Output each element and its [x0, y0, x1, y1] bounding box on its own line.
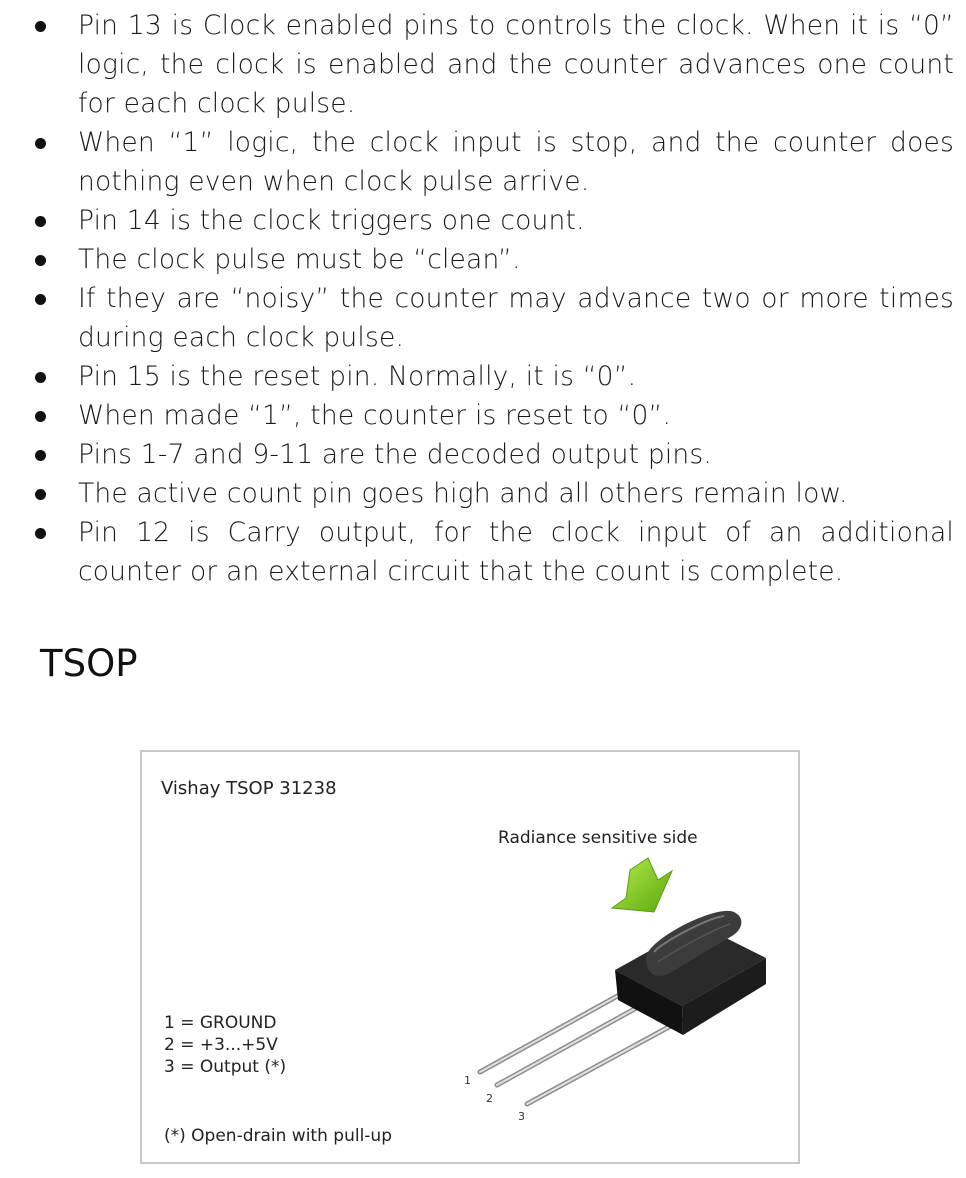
bullet-text: The clock pulse must be “clean”.: [78, 244, 521, 275]
pin-legend-item: 3 = Output (*): [164, 1057, 287, 1077]
figure-footnote: (*) Open-drain with pull-up: [164, 1126, 392, 1146]
pin-number-1: 1: [464, 1074, 471, 1087]
list-item: [30, 123, 954, 201]
bullet-dot: [35, 216, 46, 227]
bullet-dot: [35, 528, 46, 539]
arrow-icon: [612, 858, 672, 912]
bullet-dot: [35, 450, 46, 461]
bullet-text: When made “1”, the counter is reset to “0”.: [78, 400, 672, 431]
list-item: [30, 513, 954, 591]
sensor-body: [615, 911, 766, 1035]
bullet-text: Pin 14 is the clock triggers one count.: [78, 205, 585, 236]
list-item: [30, 357, 954, 396]
figure-title: Vishay TSOP 31238: [161, 778, 337, 799]
section-heading: TSOP: [40, 642, 138, 685]
bullet-dot: [35, 21, 46, 32]
pin-number-2: 2: [486, 1092, 493, 1105]
list-item: [30, 279, 954, 357]
bullet-dot: [35, 372, 46, 383]
bullet-text: Pin 12 is Carry output, for the clock input of an additional counter or an external circuit that the count is complete.: [78, 517, 954, 587]
list-item: [30, 6, 954, 123]
list-item: [30, 201, 954, 240]
tsop-drawing: [142, 752, 798, 1162]
bullet-text: If they are “noisy” the counter may advance two or more times during each clock pulse.: [78, 283, 954, 353]
bullet-dot: [35, 489, 46, 500]
bullet-text: Pin 13 is Clock enabled pins to controls the clock. When it is “0” logic, the clock is enabled and the counter advances one count for each clock pulse.: [78, 10, 954, 119]
bullet-dot: [35, 255, 46, 266]
list-item: [30, 474, 954, 513]
bullet-text: Pins 1-7 and 9-11 are the decoded output pins.: [78, 439, 713, 470]
pin-legend-item: 1 = GROUND: [164, 1013, 277, 1033]
radiance-side-label: Radiance sensitive side: [498, 828, 698, 848]
bullet-dot: [35, 294, 46, 305]
pin-legend-item: 2 = +3...+5V: [164, 1035, 278, 1055]
bullet-dot: [35, 138, 46, 149]
pin-legend: [164, 1012, 286, 1078]
tsop-figure: [140, 750, 800, 1164]
list-item: [30, 240, 954, 279]
bullet-list: [30, 6, 954, 591]
bullet-text: The active count pin goes high and all others remain low.: [78, 478, 848, 509]
pin-number-3: 3: [518, 1110, 525, 1123]
bullet-text: Pin 15 is the reset pin. Normally, it is “0”.: [78, 361, 637, 392]
list-item: [30, 435, 954, 474]
list-item: [30, 396, 954, 435]
bullet-dot: [35, 411, 46, 422]
bullet-text: When “1” logic, the clock input is stop, and the counter does nothing even when clock pulse arrive.: [78, 127, 954, 197]
